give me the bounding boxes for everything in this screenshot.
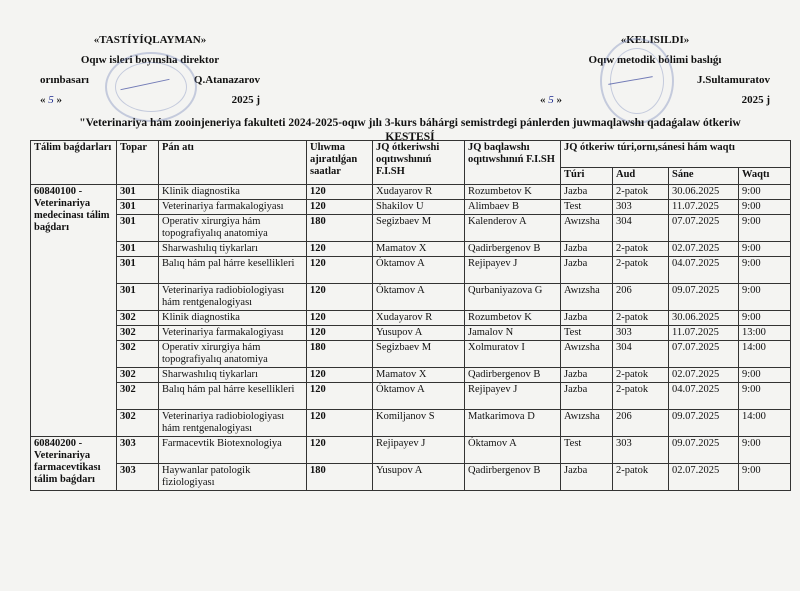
date-close-quote: »	[56, 94, 62, 106]
cell-conductor: Segizbaev M	[373, 341, 465, 368]
cell-time: 9:00	[739, 464, 791, 491]
approval-left-position-cont: orınbasarı	[40, 74, 89, 86]
cell-hours: 120	[307, 257, 373, 284]
col-room: Aud	[613, 168, 669, 185]
cell-controller: Qurbaniyazova G	[465, 284, 561, 311]
cell-type: Jazba	[561, 368, 613, 383]
cell-group: 302	[117, 311, 159, 326]
table-row	[31, 284, 791, 311]
cell-hours: 180	[307, 215, 373, 242]
cell-subject: Operativ xirurgiya hám topografiyalıq anatomiya	[159, 215, 307, 242]
cell-conductor: Óktamov A	[373, 383, 465, 410]
cell-date: 09.07.2025	[669, 284, 739, 311]
cell-controller: Rejipayev J	[465, 257, 561, 284]
cell-time: 9:00	[739, 200, 791, 215]
cell-conductor: Óktamov A	[373, 284, 465, 311]
cell-controller: Rejipayev J	[465, 383, 561, 410]
cell-date: 02.07.2025	[669, 242, 739, 257]
approval-right-position: Oqıw metodik bólimi baslıǵı	[588, 54, 722, 66]
approval-right-name: J.Sultamuratov	[696, 74, 770, 86]
cell-controller: Xolmuratov I	[465, 341, 561, 368]
cell-controller: Qadirbergenov B	[465, 242, 561, 257]
cell-group: 303	[117, 437, 159, 464]
heading-line-2: KESTESÍ	[385, 131, 435, 143]
cell-subject: Veterinariya farmakalogiyası	[159, 326, 307, 341]
cell-date: 09.07.2025	[669, 437, 739, 464]
table-row	[31, 437, 791, 464]
cell-conductor: Segizbaev M	[373, 215, 465, 242]
cell-controller: Qadirbergenov B	[465, 368, 561, 383]
cell-group: 301	[117, 185, 159, 200]
cell-conductor: Komiljanov S	[373, 410, 465, 437]
cell-subject: Klinik diagnostika	[159, 185, 307, 200]
cell-type: Awızsha	[561, 410, 613, 437]
cell-time: 9:00	[739, 368, 791, 383]
cell-group: 301	[117, 257, 159, 284]
cell-room: 206	[613, 284, 669, 311]
cell-group: 301	[117, 200, 159, 215]
cell-hours: 120	[307, 185, 373, 200]
col-controller: JQ baqlawshı oqıtıwshınıń F.I.SH	[465, 141, 561, 185]
cell-date: 09.07.2025	[669, 410, 739, 437]
cell-date: 02.07.2025	[669, 464, 739, 491]
cell-room: 2-patok	[613, 185, 669, 200]
cell-type: Test	[561, 326, 613, 341]
table-row	[31, 341, 791, 368]
table-header-row	[31, 141, 791, 168]
cell-subject: Balıq hám pal hárre kesellikleri	[159, 257, 307, 284]
cell-date: 11.07.2025	[669, 326, 739, 341]
cell-subject: Haywanlar patologik fiziologiyası	[159, 464, 307, 491]
cell-date: 02.07.2025	[669, 368, 739, 383]
date-open-quote: «	[40, 94, 46, 106]
cell-time: 13:00	[739, 326, 791, 341]
cell-conductor: Yusupov A	[373, 326, 465, 341]
table-row	[31, 383, 791, 410]
cell-room: 2-patok	[613, 311, 669, 326]
col-hours: Ulıwma ajıratılǵan saatlar	[307, 141, 373, 185]
cell-controller: Matkarimova D	[465, 410, 561, 437]
cell-time: 9:00	[739, 311, 791, 326]
date-year: 2025 j	[741, 94, 770, 106]
col-direction: Tálim baǵdarları	[31, 141, 117, 185]
col-exam-details: JQ ótkeriw túri,ornı,sánesi hám waqtı	[561, 141, 791, 168]
cell-type: Jazba	[561, 464, 613, 491]
cell-controller: Jamalov N	[465, 326, 561, 341]
cell-controller: Kalenderov A	[465, 215, 561, 242]
cell-group: 301	[117, 242, 159, 257]
cell-time: 9:00	[739, 257, 791, 284]
cell-controller: Qadirbergenov B	[465, 464, 561, 491]
table-row	[31, 311, 791, 326]
date-day: 5	[48, 94, 54, 106]
table-row	[31, 257, 791, 284]
cell-subject: Veterinariya radiobiologiyası hám rentgenalogiyası	[159, 284, 307, 311]
cell-conductor: Xudayarov R	[373, 185, 465, 200]
cell-date: 04.07.2025	[669, 383, 739, 410]
cell-type: Test	[561, 437, 613, 464]
cell-hours: 120	[307, 284, 373, 311]
program-cell: 60840100 - Veterinariya medecinası tálim baǵdarı	[31, 185, 117, 437]
cell-conductor: Yusupov A	[373, 464, 465, 491]
cell-room: 304	[613, 341, 669, 368]
table-row	[31, 464, 791, 491]
cell-controller: Óktamov A	[465, 437, 561, 464]
cell-hours: 120	[307, 368, 373, 383]
cell-time: 9:00	[739, 215, 791, 242]
cell-subject: Veterinariya farmakalogiyası	[159, 200, 307, 215]
cell-date: 30.06.2025	[669, 185, 739, 200]
cell-conductor: Mamatov X	[373, 368, 465, 383]
cell-room: 303	[613, 437, 669, 464]
cell-time: 9:00	[739, 383, 791, 410]
cell-hours: 120	[307, 437, 373, 464]
date-close-quote: »	[556, 94, 562, 106]
cell-type: Jazba	[561, 242, 613, 257]
cell-room: 303	[613, 200, 669, 215]
cell-subject: Balıq hám pal hárre kesellikleri	[159, 383, 307, 410]
cell-subject: Farmacevtik Biotexnologiya	[159, 437, 307, 464]
cell-time: 14:00	[739, 341, 791, 368]
cell-room: 2-patok	[613, 242, 669, 257]
cell-time: 9:00	[739, 242, 791, 257]
heading-line-1: "Veterinariya hám zooinjeneriya fakulteti 2024-2025-oqıw jılı 3-kurs báhárgi semistrdegi pánlerden juwmaqlawshı qadaǵalaw ótkeriw	[79, 117, 741, 129]
cell-room: 2-patok	[613, 257, 669, 284]
cell-type: Test	[561, 200, 613, 215]
cell-date: 30.06.2025	[669, 311, 739, 326]
col-time: Waqtı	[739, 168, 791, 185]
cell-conductor: Óktamov A	[373, 257, 465, 284]
col-date: Sáne	[669, 168, 739, 185]
cell-type: Jazba	[561, 185, 613, 200]
cell-controller: Rozumbetov K	[465, 185, 561, 200]
cell-room: 2-patok	[613, 383, 669, 410]
cell-time: 9:00	[739, 284, 791, 311]
cell-hours: 180	[307, 464, 373, 491]
cell-controller: Rozumbetov K	[465, 311, 561, 326]
approval-left-position: Oqıw isleri boyınsha direktor	[80, 54, 220, 66]
cell-date: 07.07.2025	[669, 215, 739, 242]
cell-date: 11.07.2025	[669, 200, 739, 215]
cell-subject: Operativ xirurgiya hám topografiyalıq anatomiya	[159, 341, 307, 368]
cell-hours: 120	[307, 410, 373, 437]
cell-room: 304	[613, 215, 669, 242]
cell-hours: 120	[307, 311, 373, 326]
cell-hours: 180	[307, 341, 373, 368]
cell-date: 04.07.2025	[669, 257, 739, 284]
cell-conductor: Mamatov X	[373, 242, 465, 257]
cell-type: Awızsha	[561, 215, 613, 242]
cell-hours: 120	[307, 383, 373, 410]
col-subject: Pán atı	[159, 141, 307, 185]
col-group: Topar	[117, 141, 159, 185]
cell-group: 302	[117, 326, 159, 341]
cell-group: 302	[117, 383, 159, 410]
cell-room: 2-patok	[613, 368, 669, 383]
table-row	[31, 242, 791, 257]
cell-group: 302	[117, 410, 159, 437]
date-day: 5	[548, 94, 554, 106]
stamp-seal	[105, 52, 197, 122]
table-row	[31, 326, 791, 341]
cell-time: 9:00	[739, 185, 791, 200]
table-row	[31, 215, 791, 242]
cell-subject: Sharwashılıq tiykarları	[159, 368, 307, 383]
cell-hours: 120	[307, 200, 373, 215]
cell-controller: Alimbaev B	[465, 200, 561, 215]
cell-type: Jazba	[561, 257, 613, 284]
cell-group: 302	[117, 368, 159, 383]
cell-date: 07.07.2025	[669, 341, 739, 368]
cell-type: Jazba	[561, 383, 613, 410]
cell-hours: 120	[307, 326, 373, 341]
col-type: Túri	[561, 168, 613, 185]
cell-hours: 120	[307, 242, 373, 257]
program-cell: 60840200 - Veterinariya farmacevtikası tálim baǵdarı	[31, 437, 117, 491]
cell-type: Awızsha	[561, 284, 613, 311]
cell-conductor: Shakilov U	[373, 200, 465, 215]
cell-subject: Sharwashılıq tiykarları	[159, 242, 307, 257]
approval-left-title: «TASTÍYÍQLAYMAN»	[93, 34, 207, 46]
approval-left-name: Q.Atanazarov	[193, 74, 260, 86]
table-row	[31, 368, 791, 383]
cell-room: 2-patok	[613, 464, 669, 491]
cell-room: 206	[613, 410, 669, 437]
cell-group: 302	[117, 341, 159, 368]
exam-schedule-table	[30, 140, 791, 491]
cell-subject: Veterinariya radiobiologiyası hám rentgenalogiyası	[159, 410, 307, 437]
cell-time: 9:00	[739, 437, 791, 464]
cell-subject: Klinik diagnostika	[159, 311, 307, 326]
cell-group: 301	[117, 215, 159, 242]
table-row	[31, 410, 791, 437]
cell-type: Jazba	[561, 311, 613, 326]
cell-group: 301	[117, 284, 159, 311]
col-conductor: JQ ótkeriwshi oqıtıwshınıń F.I.SH	[373, 141, 465, 185]
table-row	[31, 185, 791, 200]
cell-room: 303	[613, 326, 669, 341]
date-open-quote: «	[540, 94, 546, 106]
date-year: 2025 j	[231, 94, 260, 106]
cell-conductor: Rejipayev J	[373, 437, 465, 464]
approval-right-title: «KELISILDI»	[620, 34, 690, 46]
cell-group: 303	[117, 464, 159, 491]
stamp-seal	[600, 38, 674, 124]
cell-type: Awızsha	[561, 341, 613, 368]
cell-time: 14:00	[739, 410, 791, 437]
table-row	[31, 200, 791, 215]
cell-conductor: Xudayarov R	[373, 311, 465, 326]
